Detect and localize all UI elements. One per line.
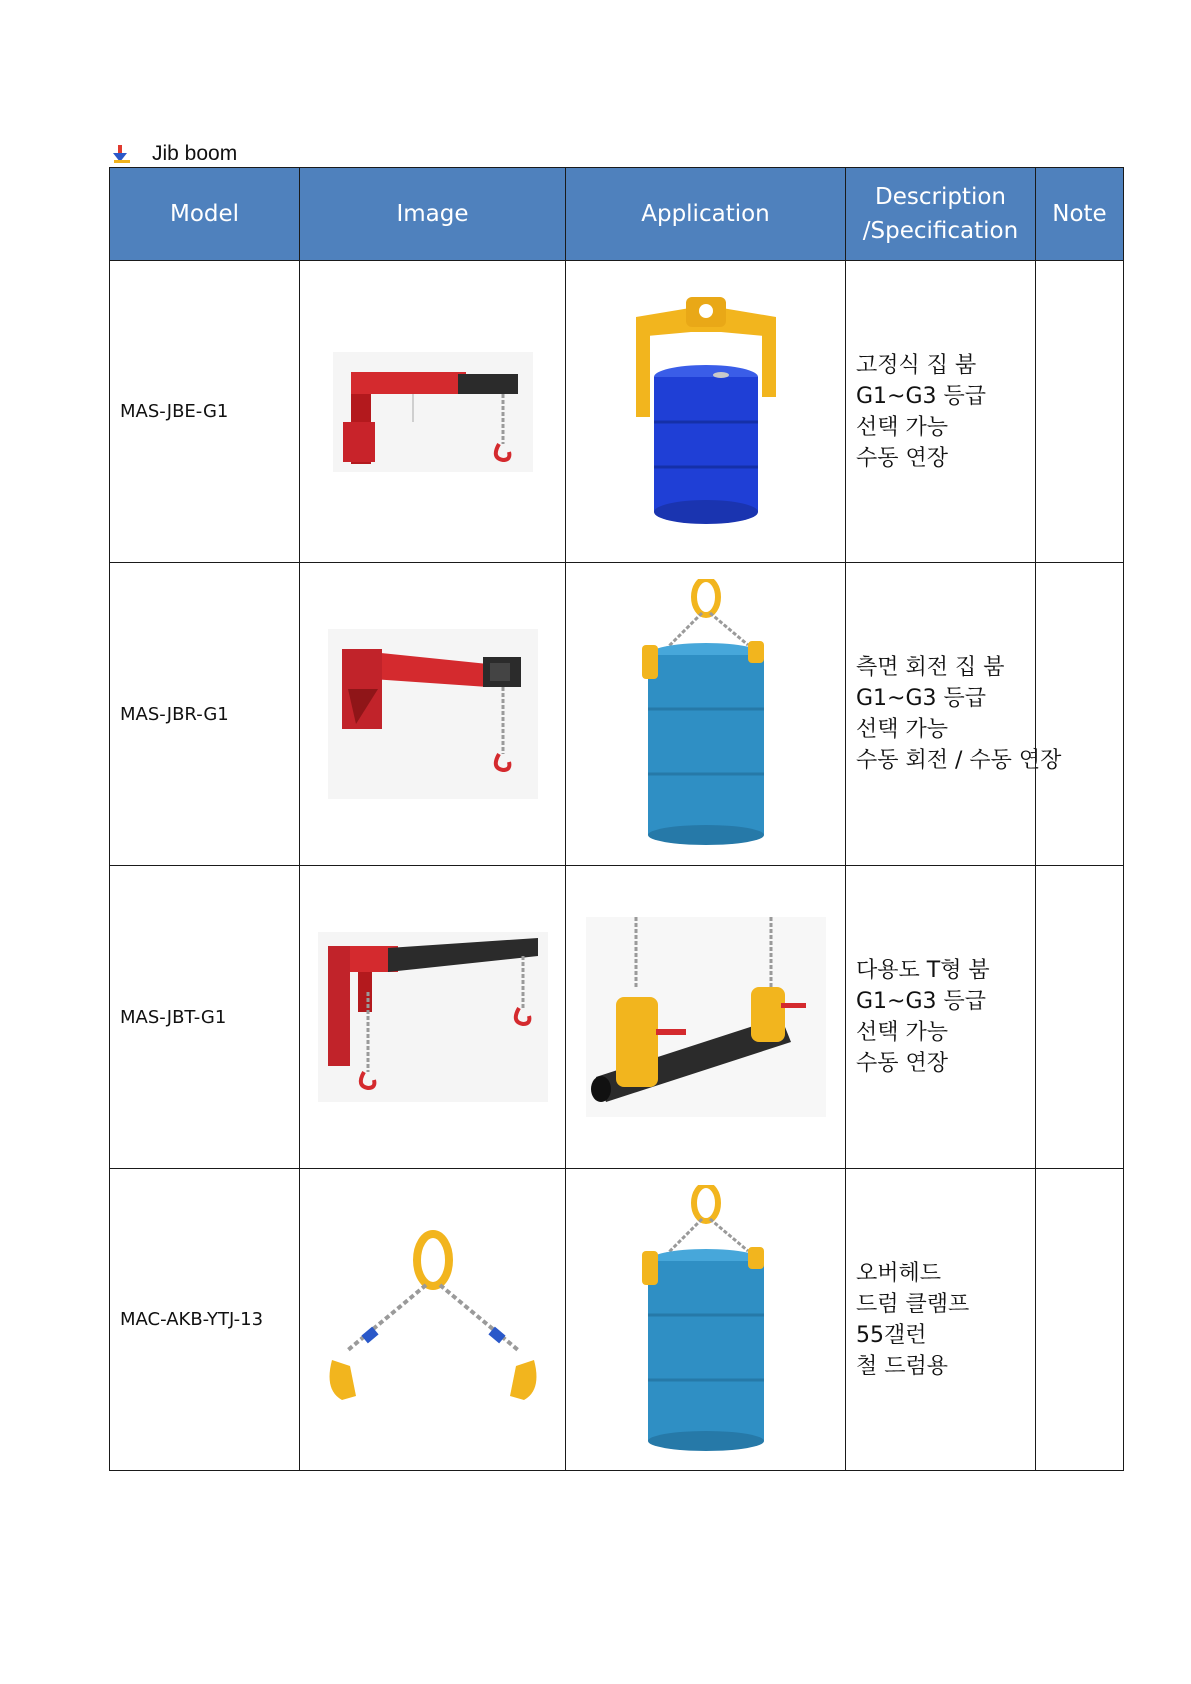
description-line: 드럼 클램프 <box>856 1291 970 1317</box>
model-cell: MAS-JBE-G1 <box>110 261 300 563</box>
description-line: 고정식 집 붐 <box>856 352 977 378</box>
description-line: 선택 가능 <box>856 414 949 440</box>
application-cell <box>566 261 846 563</box>
drum-lifter-application-image <box>626 297 786 527</box>
pipe-clamp-application-image <box>586 917 826 1117</box>
description-cell <box>846 1169 1036 1471</box>
header-model: Model <box>110 168 300 261</box>
application-cell <box>566 866 846 1169</box>
image-cell <box>300 563 566 866</box>
image-cell <box>300 866 566 1169</box>
section-heading <box>110 142 237 166</box>
description-line: 55갤런 <box>856 1322 927 1348</box>
description-cell <box>846 261 1036 563</box>
note-cell <box>1036 1169 1124 1471</box>
header-description-line1: Description <box>875 184 1006 210</box>
description-line: G1~G3 등급 <box>856 989 987 1014</box>
description-line: 선택 가능 <box>856 717 949 742</box>
table-row <box>110 261 1124 563</box>
drum-clamp-application-image <box>636 579 776 849</box>
description-line: 선택 가능 <box>856 1020 949 1045</box>
header-image: Image <box>300 168 566 261</box>
arrow-down-bullet-icon <box>110 143 132 165</box>
description-line: 수동 연장 <box>856 445 949 471</box>
image-cell <box>300 1169 566 1471</box>
model-cell: MAC-AKB-YTJ-13 <box>110 1169 300 1471</box>
header-description <box>846 168 1036 261</box>
application-cell <box>566 563 846 866</box>
jib-boom-table <box>109 167 1124 1471</box>
rotating-jib-boom-image <box>328 629 538 799</box>
image-cell <box>300 261 566 563</box>
fixed-jib-boom-image <box>333 352 533 472</box>
description-line: 수동 회전 / 수동 연장 <box>856 748 1062 773</box>
description-line: 수동 연장 <box>856 1051 949 1076</box>
table-row <box>110 1169 1124 1471</box>
overhead-drum-clamp-image <box>318 1230 548 1410</box>
description-cell <box>846 866 1036 1169</box>
table-row <box>110 866 1124 1169</box>
drum-clamp-application-image <box>636 1185 776 1455</box>
description-line: 측면 회전 집 붐 <box>856 655 1005 680</box>
table-header-row <box>110 168 1124 261</box>
description-line: G1~G3 등급 <box>856 383 987 409</box>
header-description-line2: /Specification <box>862 218 1019 244</box>
description-line: 철 드럼용 <box>856 1353 949 1379</box>
description-cell <box>846 563 1062 866</box>
note-cell <box>1036 866 1124 1169</box>
t-type-jib-boom-image <box>318 932 548 1102</box>
header-note: Note <box>1036 168 1124 261</box>
header-application: Application <box>566 168 846 261</box>
note-cell <box>1036 563 1124 866</box>
model-cell: MAS-JBT-G1 <box>110 866 300 1169</box>
application-cell <box>566 1169 846 1471</box>
model-cell: MAS-JBR-G1 <box>110 563 300 866</box>
description-line: 오버헤드 <box>856 1260 942 1286</box>
note-cell <box>1036 261 1124 563</box>
description-line: 다용도 T형 붐 <box>856 958 990 983</box>
description-line: G1~G3 등급 <box>856 686 987 711</box>
table-row <box>110 563 1124 866</box>
section-title: Jib boom <box>152 142 238 165</box>
